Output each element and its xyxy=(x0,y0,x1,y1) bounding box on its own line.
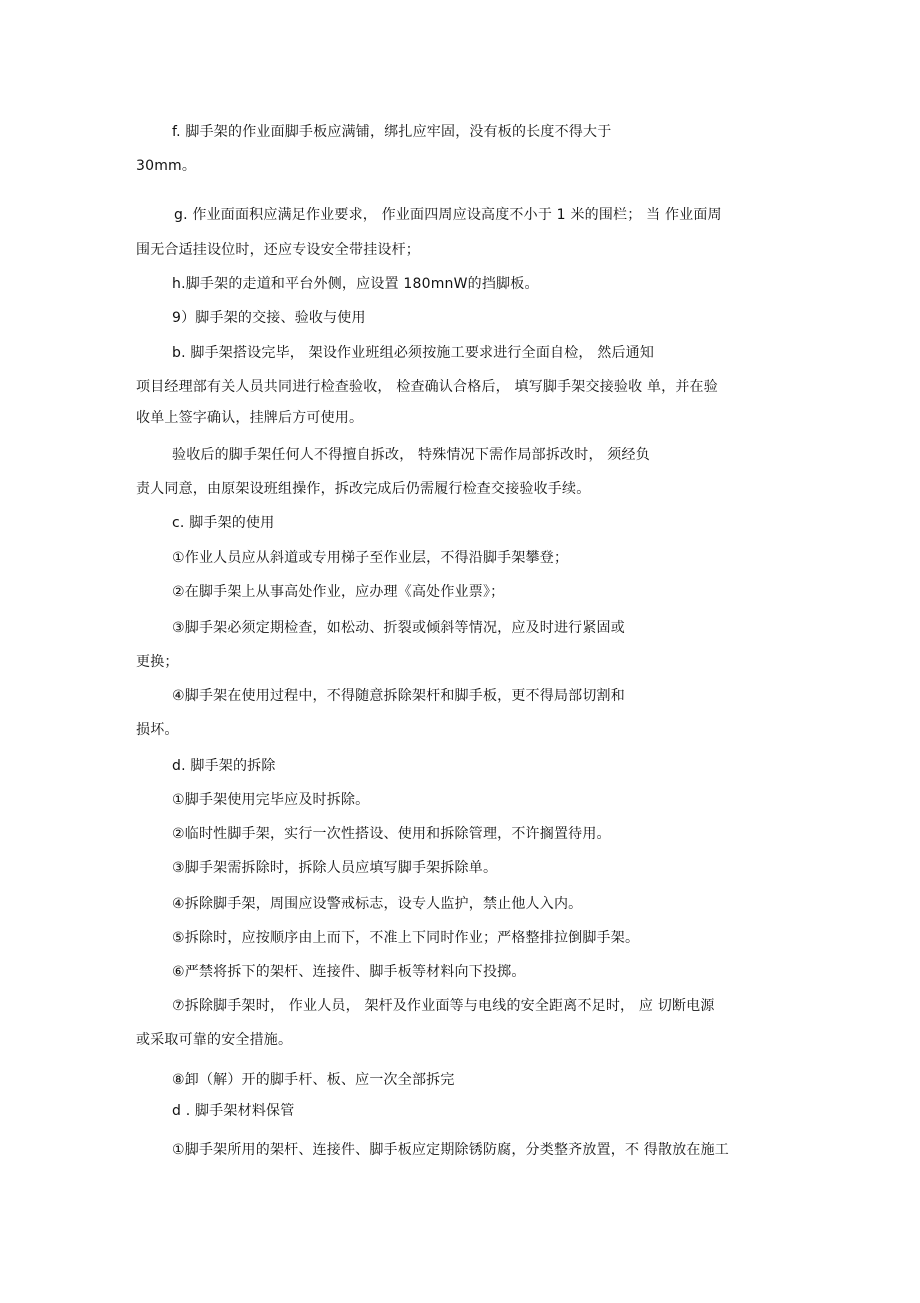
subsection-heading-d: d. 脚手架的拆除 xyxy=(172,758,276,774)
text-line: 围无合适挂设位时，还应专设安全带挂设杆； xyxy=(136,242,420,258)
list-item: ③脚手架需拆除时，拆除人员应填写脚手架拆除单。 xyxy=(172,860,498,876)
text-line-g: g. 作业面面积应满足作业要求， 作业面四周应设高度不小于 1 米的围栏； 当 作业面周 xyxy=(174,207,722,223)
text-line: 责人同意，由原架设班组操作，拆改完成后仍需履行检查交接验收手续。 xyxy=(136,481,591,497)
subsection-heading-c: c. 脚手架的使用 xyxy=(172,515,275,531)
text-line: 更换； xyxy=(136,654,179,670)
list-item: ⑧卸（解）开的脚手杆、板、应一次全部拆完 xyxy=(172,1072,455,1088)
subsection-heading-d-storage: d . 脚手架材料保管 xyxy=(172,1103,295,1119)
text-line-f: f. 脚手架的作业面脚手板应满铺，绑扎应牢固，没有板的长度不得大于 xyxy=(172,124,612,140)
list-item: ⑥严禁将拆下的架杆、连接件、脚手板等材料向下投掷。 xyxy=(172,964,526,980)
list-item: ③脚手架必须定期检查，如松动、折裂或倾斜等情况，应及时进行紧固或 xyxy=(172,620,625,636)
list-item: ②在脚手架上从事高处作业，应办理《高处作业票》； xyxy=(172,584,505,600)
list-item: ④拆除脚手架，周围应设警戒标志，设专人监护，禁止他人入内。 xyxy=(172,896,583,912)
text-line: 验收后的脚手架任何人不得擅自拆改， 特殊情况下需作局部拆改时， 须经负 xyxy=(172,447,650,463)
text-line-b: b. 脚手架搭设完毕， 架设作业班组必须按施工要求进行全面自检， 然后通知 xyxy=(172,345,655,361)
list-item: ⑦拆除脚手架时， 作业人员， 架杆及作业面等与电线的安全距离不足时， 应 切断电源 xyxy=(172,998,715,1014)
text-line: 30mm。 xyxy=(136,158,197,174)
list-item: ②临时性脚手架，实行一次性搭设、使用和拆除管理，不许搁置待用。 xyxy=(172,826,611,842)
list-item: ④脚手架在使用过程中，不得随意拆除架杆和脚手板，更不得局部切割和 xyxy=(172,688,625,704)
section-heading: 9）脚手架的交接、验收与使用 xyxy=(172,310,366,326)
list-item: ①作业人员应从斜道或专用梯子至作业层，不得沿脚手架攀登； xyxy=(172,550,569,566)
list-item: ⑤拆除时，应按顺序由上而下，不准上下同时作业；严格整排拉倒脚手架。 xyxy=(172,930,640,946)
text-line: 收单上签字确认，挂牌后方可使用。 xyxy=(136,410,364,426)
list-item: ①脚手架使用完毕应及时拆除。 xyxy=(172,792,370,808)
text-line: 或采取可靠的安全措施。 xyxy=(136,1032,293,1048)
list-item: ①脚手架所用的架杆、连接件、脚手板应定期除锈防腐，分类整齐放置，不 得散放在施工 xyxy=(172,1142,729,1158)
text-line: 损坏。 xyxy=(136,722,179,738)
text-line-h: h.脚手架的走道和平台外侧，应设置 180mnW的挡脚板。 xyxy=(172,276,539,292)
text-line: 项目经理部有关人员共同进行检查验收， 检查确认合格后， 填写脚手架交接验收 单，并在验 xyxy=(136,379,718,395)
